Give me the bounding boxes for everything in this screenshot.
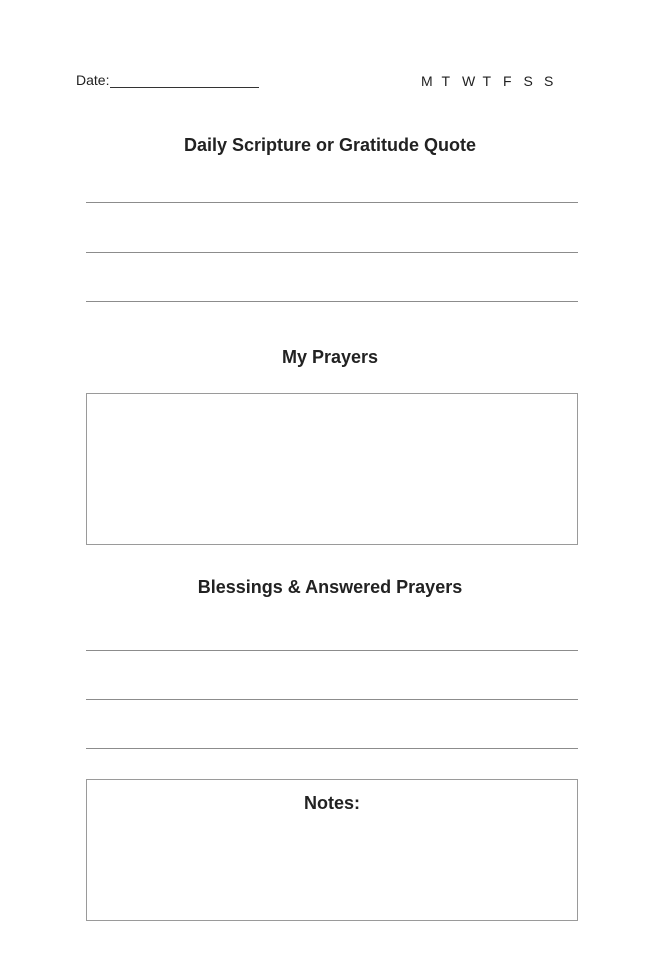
weekday-thursday[interactable]: T <box>482 73 492 89</box>
scripture-line-2[interactable] <box>86 252 578 253</box>
weekday-friday[interactable]: F <box>503 73 512 89</box>
weekday-monday[interactable]: M <box>421 73 433 89</box>
scripture-line-3[interactable] <box>86 301 578 302</box>
weekday-selector <box>421 73 565 89</box>
blessings-line-1[interactable] <box>86 650 578 651</box>
date-field <box>76 72 259 88</box>
blessings-line-2[interactable] <box>86 699 578 700</box>
weekday-saturday[interactable]: S <box>523 73 533 89</box>
blessings-heading: Blessings & Answered Prayers <box>197 577 463 597</box>
prayers-heading: My Prayers <box>281 347 379 367</box>
weekday-sunday[interactable]: S <box>544 73 554 89</box>
weekday-tuesday[interactable]: T <box>441 73 451 89</box>
date-input-line[interactable] <box>110 73 259 88</box>
scripture-heading: Daily Scripture or Gratitude Quote <box>183 135 477 155</box>
scripture-line-1[interactable] <box>86 202 578 203</box>
date-label: Date: <box>76 72 110 88</box>
notes-heading: Notes: <box>303 793 360 813</box>
weekday-wednesday[interactable]: W <box>462 73 476 89</box>
notes-box[interactable] <box>86 779 578 921</box>
prayers-box[interactable] <box>86 393 578 545</box>
blessings-line-3[interactable] <box>86 748 578 749</box>
